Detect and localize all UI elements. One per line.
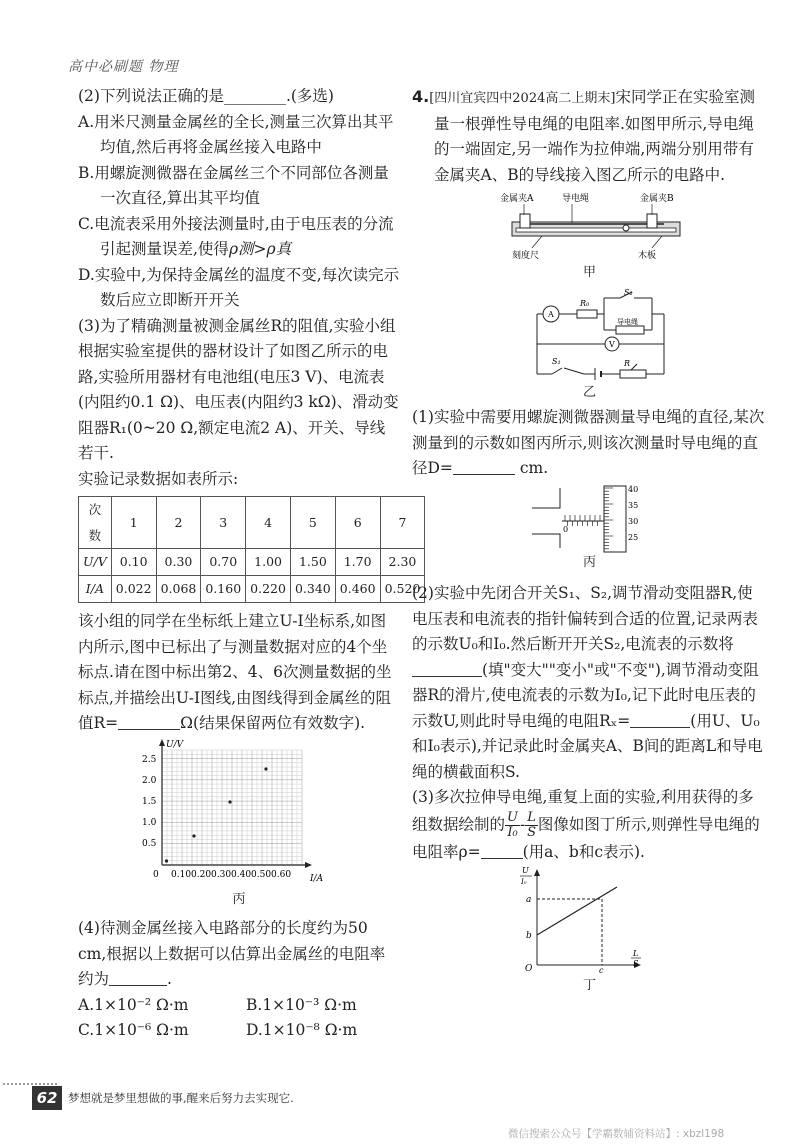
right-column — [412, 84, 767, 999]
part-1-unit: cm. — [519, 459, 549, 477]
label-rope: 导电绳 — [617, 317, 638, 326]
table-cell: 0.520 — [380, 576, 425, 603]
label-r: R — [624, 358, 631, 368]
part-3-text-c: (用a、b和c表示). — [522, 842, 645, 861]
q4-text: (4)待测金属丝接入电路部分的长度约为50 cm,根据以上数据可以估算出金属丝的电阻率约为 . — [78, 919, 386, 988]
clamp-b — [647, 214, 657, 228]
part-2-text-a: (2)实验中先闭合开关S₁、S₂,调节滑动变阻器R,使电压表和电流表的指针偏转到合适的位置,记录两表的示数U₀和I₀.然后断开开关S₂,电流表的示数将 — [412, 584, 758, 653]
y-axis-arrow — [159, 739, 165, 746]
label-c: c — [599, 966, 604, 973]
footer-motto: 梦想就是梦里想做的事,醒来后努力去实现它. — [68, 1091, 294, 1105]
x-tick: 0.30 — [211, 869, 232, 880]
left-column — [78, 84, 421, 1044]
running-header: 高中必刷题 物理 — [68, 59, 179, 75]
mic-tick-label: 35 — [628, 500, 639, 510]
table-cell: 0.220 — [246, 576, 291, 603]
footer-dot — [39, 1083, 41, 1085]
x-tick: 0.40 — [231, 869, 252, 880]
footer-dot — [51, 1083, 53, 1085]
figure-apparatus — [412, 188, 767, 266]
frame-outline — [532, 534, 560, 548]
table-cell: 4 — [246, 497, 291, 549]
figure-circuit — [412, 286, 767, 386]
label-ammeter: A — [548, 309, 554, 319]
fraction-denominator: I₀ — [507, 824, 518, 840]
label-s2: S₂ — [624, 287, 633, 297]
label-a: a — [526, 895, 532, 905]
answer-blank-rho[interactable] — [109, 968, 167, 986]
micrometer-ticks — [565, 488, 613, 552]
page-number: 62 — [32, 1086, 62, 1110]
choices-row-2 — [78, 1018, 400, 1044]
y-axis-arrow — [534, 869, 540, 876]
graph-line — [537, 887, 617, 935]
label-b: b — [526, 931, 532, 941]
answer-blank-rho-rope[interactable] — [481, 841, 523, 859]
watermark: 微信搜索公众号【学霸数辅资料站】: xbzl198 — [508, 1128, 725, 1140]
minus-sign: - — [519, 815, 526, 833]
answer-blank-r[interactable] — [118, 712, 180, 730]
label-origin: O — [525, 964, 533, 973]
part-1 — [412, 405, 767, 482]
footer-dot — [23, 1083, 25, 1085]
footer-dot — [19, 1083, 21, 1085]
x-axis-arrow — [305, 862, 312, 868]
table-cell: 7 — [380, 497, 425, 549]
table-cell: 0.70 — [201, 549, 246, 576]
graph-origin: 0 — [153, 869, 159, 880]
y-tick: 0.5 — [142, 838, 157, 849]
figure-a-caption: 甲 — [582, 265, 596, 280]
footer-dot — [31, 1083, 33, 1085]
question-number: 4. — [412, 87, 430, 106]
option-c — [78, 212, 400, 263]
footer-dot — [11, 1083, 13, 1085]
x-tick: 0.10 — [171, 869, 192, 880]
table-cell: 2.30 — [380, 549, 425, 576]
part-3 — [412, 785, 767, 865]
table-cell: 2 — [156, 497, 201, 549]
choice-d: D.1×10⁻⁸ Ω·m — [246, 1021, 358, 1039]
q3-after — [78, 609, 400, 737]
part-1-text: (1)实验中需要用螺旋测微器测量导电绳的直径,某次测量到的示数如图丙所示,则该次测量时导电绳的直径D= — [412, 408, 765, 477]
option-a: A.用米尺测量金属丝的全长,测量三次算出其平均值,然后再将金属丝接入电路中 — [78, 112, 394, 156]
table-cell: 0.022 — [111, 576, 156, 603]
table-cell: 0.340 — [290, 576, 335, 603]
part-2-text-c: (用U、U₀和I₀表示),并记录此时金属夹A、B间的距离L和导电绳的横截面积S. — [412, 711, 763, 781]
q4-intro — [412, 84, 767, 188]
rope-resistor — [616, 326, 644, 334]
data-point — [165, 859, 168, 862]
x-tick: 0.20 — [191, 869, 212, 880]
data-table — [78, 496, 425, 603]
option-d: D.实验中,为保持金属丝的温度不变,每次读完示数后应立即断开开关 — [78, 265, 400, 309]
mic-zero-label: 0 — [563, 524, 569, 534]
answer-blank-diameter[interactable] — [453, 457, 515, 475]
footer-dot — [3, 1083, 5, 1085]
graph-grid — [162, 750, 302, 865]
table-cell: 0.160 — [201, 576, 246, 603]
table-cell: 1.50 — [290, 549, 335, 576]
table-cell: I/A — [79, 576, 112, 603]
clamp-a — [520, 214, 530, 228]
label-r0: R₀ — [580, 298, 590, 308]
footer-dot — [7, 1083, 9, 1085]
switch-s1-blade — [552, 368, 562, 374]
figure-micrometer — [412, 482, 767, 554]
pulley — [623, 225, 629, 231]
footer-dot — [55, 1083, 57, 1085]
footer-dot — [47, 1083, 49, 1085]
choices-row-1 — [78, 993, 400, 1019]
data-point — [228, 800, 231, 803]
table-cell: 次数 — [79, 497, 112, 549]
table-cell: 6 — [335, 497, 380, 549]
figure-c-caption: 丙 — [582, 554, 596, 570]
figure-d-caption: 丁 — [582, 978, 596, 993]
table-row-u — [79, 549, 425, 576]
wire — [564, 368, 584, 374]
label-ruler: 刻度尺 — [512, 251, 540, 261]
table-cell: 0.30 — [156, 549, 201, 576]
table-cell: 5 — [290, 497, 335, 549]
ruler — [516, 228, 676, 232]
choice-a: A.1×10⁻² Ω·m — [78, 995, 189, 1014]
table-cell: 3 — [201, 497, 246, 549]
option-b: B.用螺旋测微器在金属丝三个不同部位各测量一次直径,算出其平均值 — [78, 163, 389, 207]
label-board: 木板 — [638, 251, 657, 261]
q3-after-text: 该小组的同学在坐标纸上建立U-I坐标系,如图内所示,图中已标出了与测量数据对应的4个坐标点.请在图中标出第2、4、6次测量数据的坐标点,并描绘出U-I图线,由图线得到金属丝的阻值R= — [78, 612, 392, 732]
x-label-denominator: S — [633, 959, 639, 968]
q4-intro-text: 宋同学正在实验室测量一根弹性导电绳的电阻率.如图甲所示,导电绳的一端固定,另一端作为拉伸端,两端分别用带有金属夹A、B的导线接入图乙所示的电路中. — [434, 88, 755, 184]
graph-x-label: I/A — [310, 873, 324, 884]
mic-tick-label: 30 — [628, 516, 639, 526]
label-s1: S₁ — [552, 356, 561, 366]
label-rope: 导电绳 — [562, 194, 590, 204]
fraction-numerator: L — [527, 809, 536, 825]
option-c-text: C.电流表采用外接法测量时,由于电压表的分流引起测量误差,使得 — [78, 214, 394, 258]
resistor-r0 — [577, 310, 597, 318]
x-tick: 0.50 — [251, 869, 272, 880]
q2-stem: (2)下列说法正确的是________.(多选) — [78, 87, 334, 105]
figure-linear-graph — [412, 865, 767, 973]
label-clamp-a: 金属夹A — [500, 194, 534, 204]
y-label-denominator: I₀ — [521, 878, 527, 886]
y-tick: 2.0 — [142, 775, 157, 786]
choice-c: C.1×10⁻⁶ Ω·m — [78, 1021, 189, 1039]
part-2 — [412, 581, 767, 785]
label-clamp-b: 金属夹B — [640, 194, 674, 204]
answer-blank-change[interactable] — [412, 659, 482, 677]
x-tick: 0.60 — [271, 869, 292, 880]
q4-text-body: (4)待测金属丝接入电路部分的长度约为50 cm,根据以上数据可以估算出金属丝的电阻率约为 — [78, 919, 386, 988]
footer-dot — [15, 1083, 17, 1085]
rheostat — [620, 370, 646, 378]
choice-b: B.1×10⁻³ Ω·m — [246, 995, 357, 1014]
y-label-numerator: U — [522, 866, 529, 875]
table-header-row — [79, 497, 425, 549]
table-intro: 实验记录数据如表所示: — [78, 469, 239, 488]
option-c-math: ρ测>ρ真 — [228, 240, 292, 258]
answer-blank-rx[interactable] — [630, 710, 690, 728]
mic-tick-label: 25 — [628, 532, 639, 542]
fraction-l-s — [525, 811, 538, 840]
q3-after-unit: Ω(结果保留两位有效数字). — [180, 714, 366, 732]
data-point — [264, 767, 267, 770]
fraction-numerator: U — [507, 809, 518, 825]
footer-dot — [35, 1083, 37, 1085]
part-3-text-b: 图像如图丁所示,则弹性导电绳的电阻率ρ= — [412, 815, 760, 861]
table-cell: 0.460 — [335, 576, 380, 603]
part-2-text-b: (填"变大""变小"或"不变"),调节滑动变阻器R的滑片,使电流表的示数为I₀,记下此时电压表的示数U,则此时导电绳的电阻Rₓ= — [412, 660, 759, 730]
y-tick: 1.5 — [142, 796, 157, 807]
table-row-i — [79, 576, 425, 603]
mic-tick-label: 40 — [628, 484, 639, 494]
q3-text: (3)为了精确测量被测金属丝R的阻值,实验小组根据实验室提供的器材设计了如图乙所示的电路,实验所用器材有电池组(电压3 V)、电流表(内阻约0.1 Ω)、电压表(内阻约3 kΩ)、滑动变阻器R₁(0~20 Ω,额定电流2 A)、开关、导线若干. — [78, 316, 399, 462]
table-cell: 0.10 — [111, 549, 156, 576]
x-label-numerator: L — [633, 949, 639, 958]
leader-line — [532, 236, 542, 248]
question-source: [四川宜宾四中2024高二上期末] — [429, 91, 616, 106]
frame-outline — [532, 488, 560, 508]
table-cell: 1.70 — [335, 549, 380, 576]
data-point — [192, 834, 195, 837]
table-cell: 1.00 — [246, 549, 291, 576]
fraction-denominator: S — [527, 824, 536, 840]
graph-caption: 丙 — [232, 891, 246, 907]
table-cell: 0.068 — [156, 576, 201, 603]
footer-dot — [43, 1083, 45, 1085]
part-3-text-a: (3)多次拉伸导电绳,重复上面的实验,利用获得的多组数据绘制的 — [412, 788, 754, 833]
table-cell: U/V — [79, 549, 112, 576]
leader-line — [652, 236, 662, 248]
table-cell: 1 — [111, 497, 156, 549]
label-voltmeter: V — [609, 339, 615, 349]
fraction-u-i0 — [505, 811, 520, 840]
y-tick: 1.0 — [142, 817, 157, 828]
y-tick: 2.5 — [142, 754, 157, 765]
rheostat-slider — [631, 364, 637, 370]
graph-y-label: U/V — [166, 739, 184, 750]
footer-dot — [27, 1083, 29, 1085]
figure-b-caption: 乙 — [582, 384, 596, 400]
ui-graph — [78, 737, 400, 887]
